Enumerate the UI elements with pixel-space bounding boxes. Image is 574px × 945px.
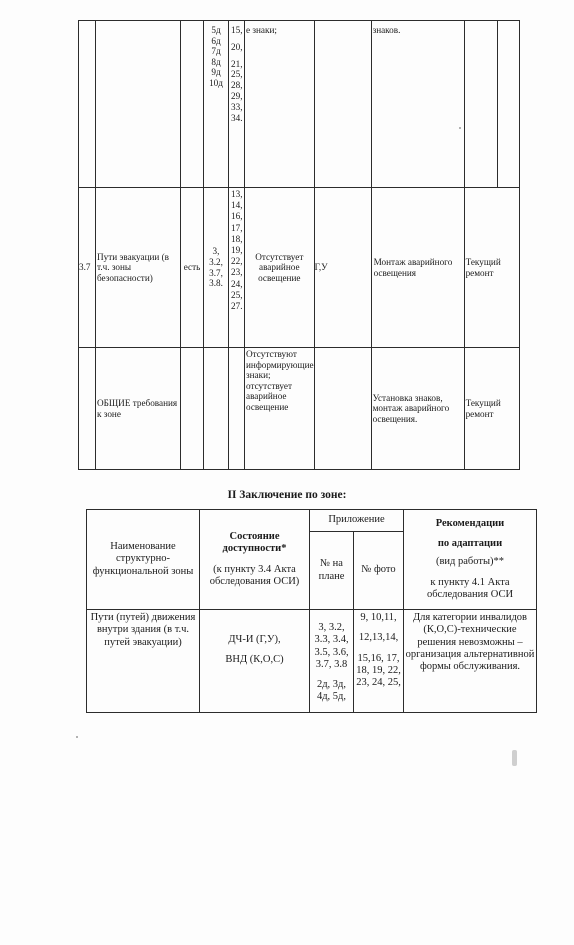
works-cell: [371, 188, 464, 348]
row-number: 3.7: [79, 262, 91, 273]
header-text: Наименование структурно-функциональной зоны: [92, 541, 194, 577]
presence-value: есть: [183, 262, 201, 273]
plan-cell: [310, 610, 354, 713]
header-note: к пункту 4.1 Акта обследования ОСИ: [426, 576, 514, 600]
plan-number: 8д: [211, 56, 221, 67]
scan-smudge: [512, 750, 517, 766]
work-type: Текущий ремонт: [465, 397, 501, 419]
photo-cell: [354, 610, 404, 713]
plan-number: 6д: [211, 35, 221, 46]
photo-number: 14,: [231, 200, 243, 211]
table-row: [79, 188, 520, 348]
plan-numbers-cell: [204, 188, 229, 348]
table-cell: [464, 21, 497, 188]
header-text: Рекомендации: [435, 517, 505, 529]
recommendation-text: Для категории инвалидов (К,О,С)-технические решения невозможны – организация альтернативной формы обслуживания.: [405, 612, 535, 673]
photo-numbers: 9, 10,11,: [360, 612, 397, 623]
header-state: [200, 510, 310, 610]
state-cell: [245, 348, 315, 470]
photo-number: 18,: [231, 233, 243, 244]
state-text: Отсутствуют информирующие знаки; отсутствует аварийное освещение: [246, 349, 314, 412]
work-type: Текущий ремонт: [465, 256, 501, 278]
header-row: [87, 510, 537, 532]
work-type-cell: [464, 348, 519, 470]
state-text: е знаки;: [246, 25, 277, 35]
photo-number: 25,: [231, 69, 243, 80]
table-row: [87, 610, 537, 713]
photo-numbers-cell: [229, 188, 245, 348]
category-cell: [314, 188, 371, 348]
plan-number: 5д: [211, 25, 221, 35]
state-value: ДЧ-И (Г,У),: [228, 634, 281, 645]
header-note: (к пункту 3.4 Акта обследования ОСИ): [209, 563, 300, 587]
photo-number: 13,: [231, 189, 243, 199]
photo-number: 27.: [231, 301, 243, 312]
photo-number: 28,: [231, 80, 243, 91]
row-number-cell: [79, 188, 96, 348]
photo-number: 21,: [231, 58, 243, 69]
photo-number: 24,: [231, 278, 243, 289]
plan-number: 9д: [211, 67, 221, 78]
scan-speck: [76, 736, 78, 738]
table-cell: [79, 21, 96, 188]
table-cell: [96, 21, 181, 188]
plan-number: 10д: [209, 77, 223, 88]
header-text: № фото: [361, 564, 396, 576]
table-cell: [181, 348, 204, 470]
photo-number: 16,: [231, 211, 243, 222]
conclusion-title: II Заключение по зоне:: [227, 489, 347, 501]
photo-number: 29,: [231, 90, 243, 101]
state-cell: [245, 188, 315, 348]
table-cell: [204, 348, 229, 470]
state-cell: [245, 21, 315, 188]
table-cell: [314, 348, 371, 470]
header-note: (вид работы)**: [435, 556, 505, 568]
table-cell: [79, 348, 96, 470]
header-appendix: [310, 510, 404, 532]
photo-number: 25,: [231, 289, 243, 300]
plan-numbers: 2д, 3д, 4д, 5д,: [316, 679, 347, 703]
header-recommendations: [404, 510, 537, 610]
plan-number: 3.2,: [209, 256, 223, 267]
photo-numbers: 12,13,14,: [358, 632, 399, 644]
photo-number: 23,: [231, 267, 243, 278]
works-text: знаков.: [372, 25, 401, 35]
header-zone-name: [87, 510, 200, 610]
works-cell: [371, 348, 464, 470]
header-photo: [354, 532, 404, 610]
state-value: ВНД (К,О,С): [225, 654, 284, 666]
plan-number: 3.8.: [209, 278, 223, 289]
table-cell: [181, 21, 204, 188]
photo-number: 20,: [231, 41, 243, 52]
table-row: [79, 348, 520, 470]
zone-name-cell: [87, 610, 200, 713]
photo-number: 33,: [231, 101, 243, 112]
table-cell: [497, 21, 519, 188]
table-cell: [314, 21, 371, 188]
state-text: Отсутствует аварийное освещение: [255, 251, 304, 283]
photo-numbers-cell: [229, 21, 245, 188]
works-text: Монтаж аварийного освещения: [373, 256, 453, 278]
photo-number: 22,: [231, 256, 243, 267]
category-value: Г,У: [314, 262, 328, 273]
photo-numbers: 15,16, 17, 18, 19, 22, 23, 24, 25,: [356, 652, 401, 689]
photo-number: 17,: [231, 222, 243, 233]
zone-name-cell: [96, 348, 181, 470]
header-text: Приложение: [328, 514, 385, 526]
photo-number: 19,: [231, 245, 243, 256]
zone-name: ОБЩИЕ требования к зоне: [97, 397, 178, 419]
photo-number: 34.: [231, 112, 243, 123]
plan-numbers: 3, 3.2, 3.3, 3.4, 3.5, 3.6, 3.7, 3.8: [314, 622, 349, 670]
header-text: Состояние доступности*: [222, 530, 287, 555]
header-text: по адаптации: [437, 538, 503, 550]
plan-number: 3,: [212, 246, 220, 257]
table-row: [79, 21, 520, 188]
plan-number: 3.7,: [209, 267, 223, 278]
zone-name: Пути (путей) движения внутри здания (в т.ч. путей эвакуации): [90, 612, 196, 648]
header-text: № на плане: [318, 558, 345, 582]
zone-name-cell: [96, 188, 181, 348]
work-type-cell: [464, 188, 519, 348]
table-cell: [229, 348, 245, 470]
presence-cell: [181, 188, 204, 348]
works-cell: [371, 21, 464, 188]
signs-numbers-cell: [204, 21, 229, 188]
works-text: Установка знаков, монтаж аварийного освещения.: [372, 392, 450, 424]
photo-number: 15,: [231, 25, 243, 35]
conclusion-table: [86, 509, 537, 713]
zone-name: Пути эвакуации (в т.ч. зоны безопасности): [97, 251, 170, 283]
state-cell: [200, 610, 310, 713]
zone-table: [78, 20, 520, 470]
header-plan: [310, 532, 354, 610]
plan-number: 7д: [211, 46, 221, 57]
recommendation-cell: [404, 610, 537, 713]
